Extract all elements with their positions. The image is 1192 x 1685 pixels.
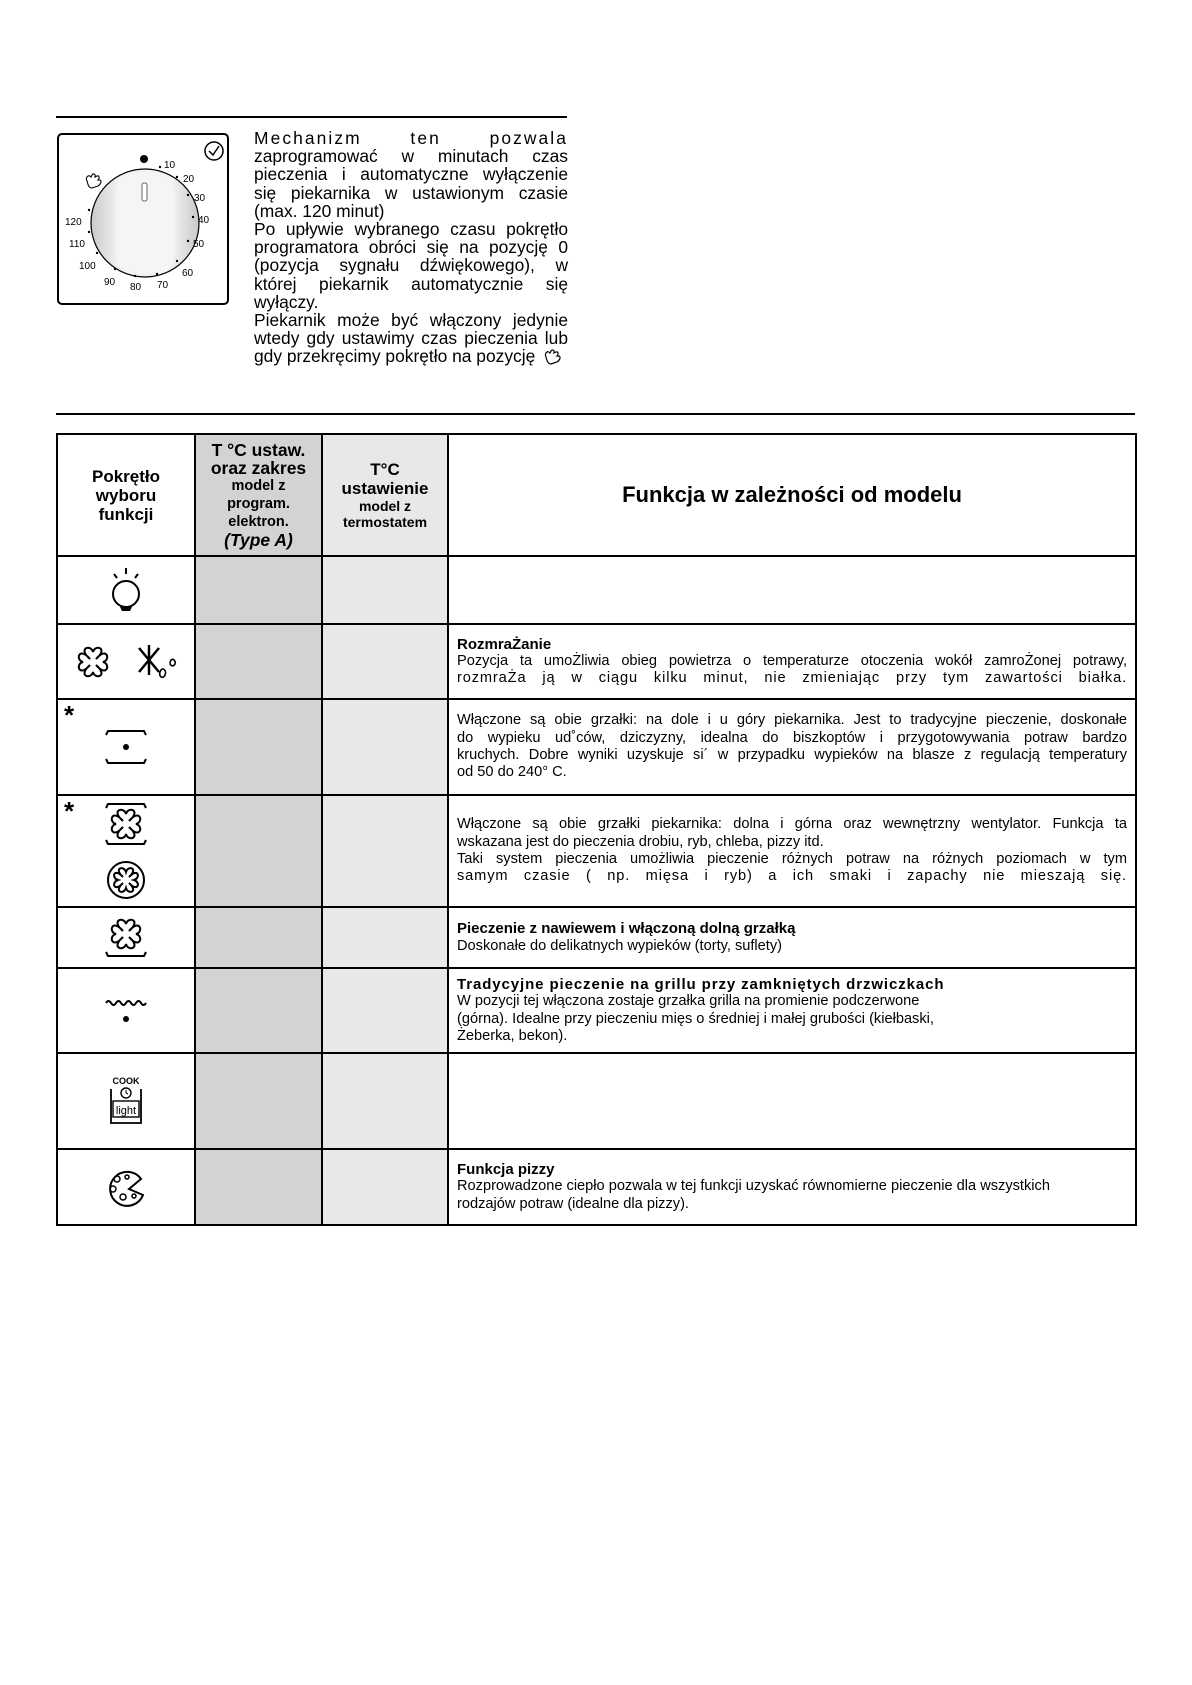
timer-dial-figure [57,133,229,305]
timer-description [254,129,568,366]
function-line: Taki system pieczenia umożliwia pieczenie różnych potraw na różnych poziomach w tym [457,851,1127,867]
electronic-temp-cell [195,624,322,699]
header-line: program. [227,496,290,512]
table-row [57,795,1136,907]
function-line: Żeberka, bekon). [457,1027,568,1044]
function-description [448,1149,1136,1225]
function-icon-cell [57,907,195,968]
thermostat-temp-cell [322,968,448,1053]
table-row [57,624,1136,699]
timer-line: wtedy gdy ustawimy czas pieczenia lub [254,328,568,349]
svg-text:90: 90 [104,277,116,288]
function-line: kruchych. Dobre wyniki uzyskuje si´ w przypadku wypieków na blasze z regulacją temperatury [457,747,1127,763]
header-line: oraz zakres [210,458,307,478]
pizza-icon [101,1165,151,1209]
availability-star: * [64,700,75,730]
header-function-title: Funkcja w zależności od modelu [448,434,1136,556]
function-line: rozmraŻa ją w ciągu kilku minut, nie zmieniając przy tym zawartości białka. [457,670,1127,687]
svg-text:20: 20 [183,174,195,185]
thermostat-temp-cell [322,556,448,624]
hand-icon [86,174,101,188]
function-line: Pozycja ta umoŻliwia obieg powietrza o temperaturze otoczenia wokół zamroŻonej potrawy, [457,652,1127,669]
function-line: Doskonałe do delikatnych wypieków (torty, suflety) [457,937,782,954]
timer-line: (max. 120 minut) [254,200,385,221]
function-line: (górna). Idealne przy pieczeniu mięs o średniej i małej grubości (kiełbaski, [457,1010,934,1027]
svg-text:120: 120 [65,217,82,228]
svg-text:10: 10 [164,160,176,171]
table-row [57,1149,1136,1225]
svg-text:100: 100 [79,261,96,272]
clock-icon [205,142,223,160]
timer-line [254,347,568,366]
timer-line: (pozycja sygnału dźwiękowego), w [254,255,568,276]
header-thermostat-temp-column [322,434,448,556]
electronic-temp-cell [195,1149,322,1225]
function-icon-cell [57,556,195,624]
svg-text:30: 30 [194,193,206,204]
function-line: Włączone są obie grzałki piekarnika: dolna i górna oraz wewnętrzny wentylator. Funkcja ta [457,816,1127,833]
header-line: model z [231,478,286,494]
svg-text:80: 80 [130,282,142,293]
timer-line: której piekarnik automatycznie się [254,273,568,294]
oven-function-table [56,433,1137,1226]
light-label: light [115,1105,137,1117]
top-divider [56,116,567,118]
header-knob-line: Pokrętło [91,466,161,486]
header-knob-line: funkcji [98,504,154,524]
table-row [57,1053,1136,1149]
function-description [448,907,1136,968]
header-line: termostatem [342,514,428,530]
timer-line: się piekarnika w ustawionym czasie [254,182,568,203]
function-description [448,699,1136,795]
function-line: wskazana jest do pieczenia drobiu, ryb, chleba, pizzy itd. [457,833,824,850]
function-title: Pieczenie z nawiewem i włączoną dolną grzałką [457,920,796,938]
thermostat-temp-cell [322,1149,448,1225]
thermostat-temp-cell [322,624,448,699]
timer-line: zaprogramować w minutach czas [254,146,568,167]
function-line: W pozycji tej włączona zostaje grzałka grilla na promienie podczerwone [457,993,920,1010]
table-row [57,968,1136,1053]
header-line: (Type A) [224,530,293,550]
function-title: RozmraŻanie [457,635,552,653]
grill-icon [96,991,156,1031]
svg-text:60: 60 [182,268,194,279]
function-description [448,556,1136,624]
thermostat-temp-cell [322,795,448,907]
function-line: do wypieku ud˚ców, dziczyzny, idealna do biszkoptów i przygotowywania potraw bardzo [457,729,1127,746]
header-line: T°C [370,460,400,479]
table-header-row [57,434,1136,556]
timer-line: programatora obróci się na pozycję 0 [254,237,568,258]
fan-ring-icon [108,862,144,898]
function-title: Tradycyjne pieczenie na grillu przy zamkniętych drzwiczkach [457,975,945,993]
electronic-temp-cell [195,795,322,907]
hand-icon [543,348,561,366]
cook-light-icon [101,1073,151,1129]
availability-star: * [64,796,75,826]
thermostat-temp-cell [322,699,448,795]
section-divider [56,413,1135,415]
defrost-fan-icon [71,640,181,684]
electronic-temp-cell [195,699,322,795]
zero-dot-icon [140,155,148,163]
svg-text:110: 110 [69,239,85,250]
conventional-heating-icon [96,717,156,777]
thermostat-temp-cell [322,907,448,968]
function-icon-cell [57,795,195,907]
function-icon-cell [57,624,195,699]
cook-label: COOK [112,1076,140,1086]
oven-light-icon [106,564,146,616]
header-line: T °C ustaw. [211,440,306,460]
timer-dial-icon [59,135,227,303]
timer-line: Piekarnik może być włączony jedynie [254,310,568,331]
header-line: elektron. [228,514,289,530]
header-knob-line: wyboru [95,485,157,505]
electronic-temp-cell [195,556,322,624]
function-icon-cell [57,1149,195,1225]
table-row [57,699,1136,795]
fan-bottom-heat-icon [96,912,156,964]
thermostat-temp-cell [322,1053,448,1149]
function-line: Rozprowadzone ciepło pozwala w tej funkcji uzyskać równomierne pieczenie dla wszystkich [457,1178,1050,1195]
fan-assisted-icon [96,798,156,904]
function-line: od 50 do 240° C. [457,764,567,781]
function-line: Włączone są obie grzałki: na dole i u góry piekarnika. Jest to tradycyjne pieczenie, doskonałe [457,712,1127,729]
function-description [448,968,1136,1053]
timer-line: wyłączy. [254,291,319,312]
header-line: model z [358,498,412,514]
function-description [448,795,1136,907]
table-row [57,556,1136,624]
timer-line: Mechanizm ten pozwala [254,128,568,148]
table-row [57,907,1136,968]
header-knob-column [57,434,195,556]
function-title: Funkcja pizzy [457,1161,555,1179]
function-description [448,624,1136,699]
header-electronic-temp-column [195,434,322,556]
function-icon-cell [57,968,195,1053]
timer-line-text: gdy przekręcimy pokrętło na pozycję [254,346,536,367]
svg-text:50: 50 [193,239,205,250]
header-line: ustawienie [341,479,429,498]
function-description [448,1053,1136,1149]
function-line: rodzajów potraw (idealne dla pizzy). [457,1195,689,1212]
timer-line: pieczenia i automatyczne wyłączenie [254,164,568,185]
function-icon-cell [57,699,195,795]
electronic-temp-cell [195,1053,322,1149]
timer-line: Po upływie wybranego czasu pokrętło [254,219,568,240]
function-icon-cell [57,1053,195,1149]
electronic-temp-cell [195,968,322,1053]
electronic-temp-cell [195,907,322,968]
svg-text:70: 70 [157,280,169,291]
svg-text:40: 40 [198,215,210,226]
function-line: samym czasie ( np. mięsa i ryb) a ich smaki i zapachy nie mieszają się. [457,868,1127,885]
